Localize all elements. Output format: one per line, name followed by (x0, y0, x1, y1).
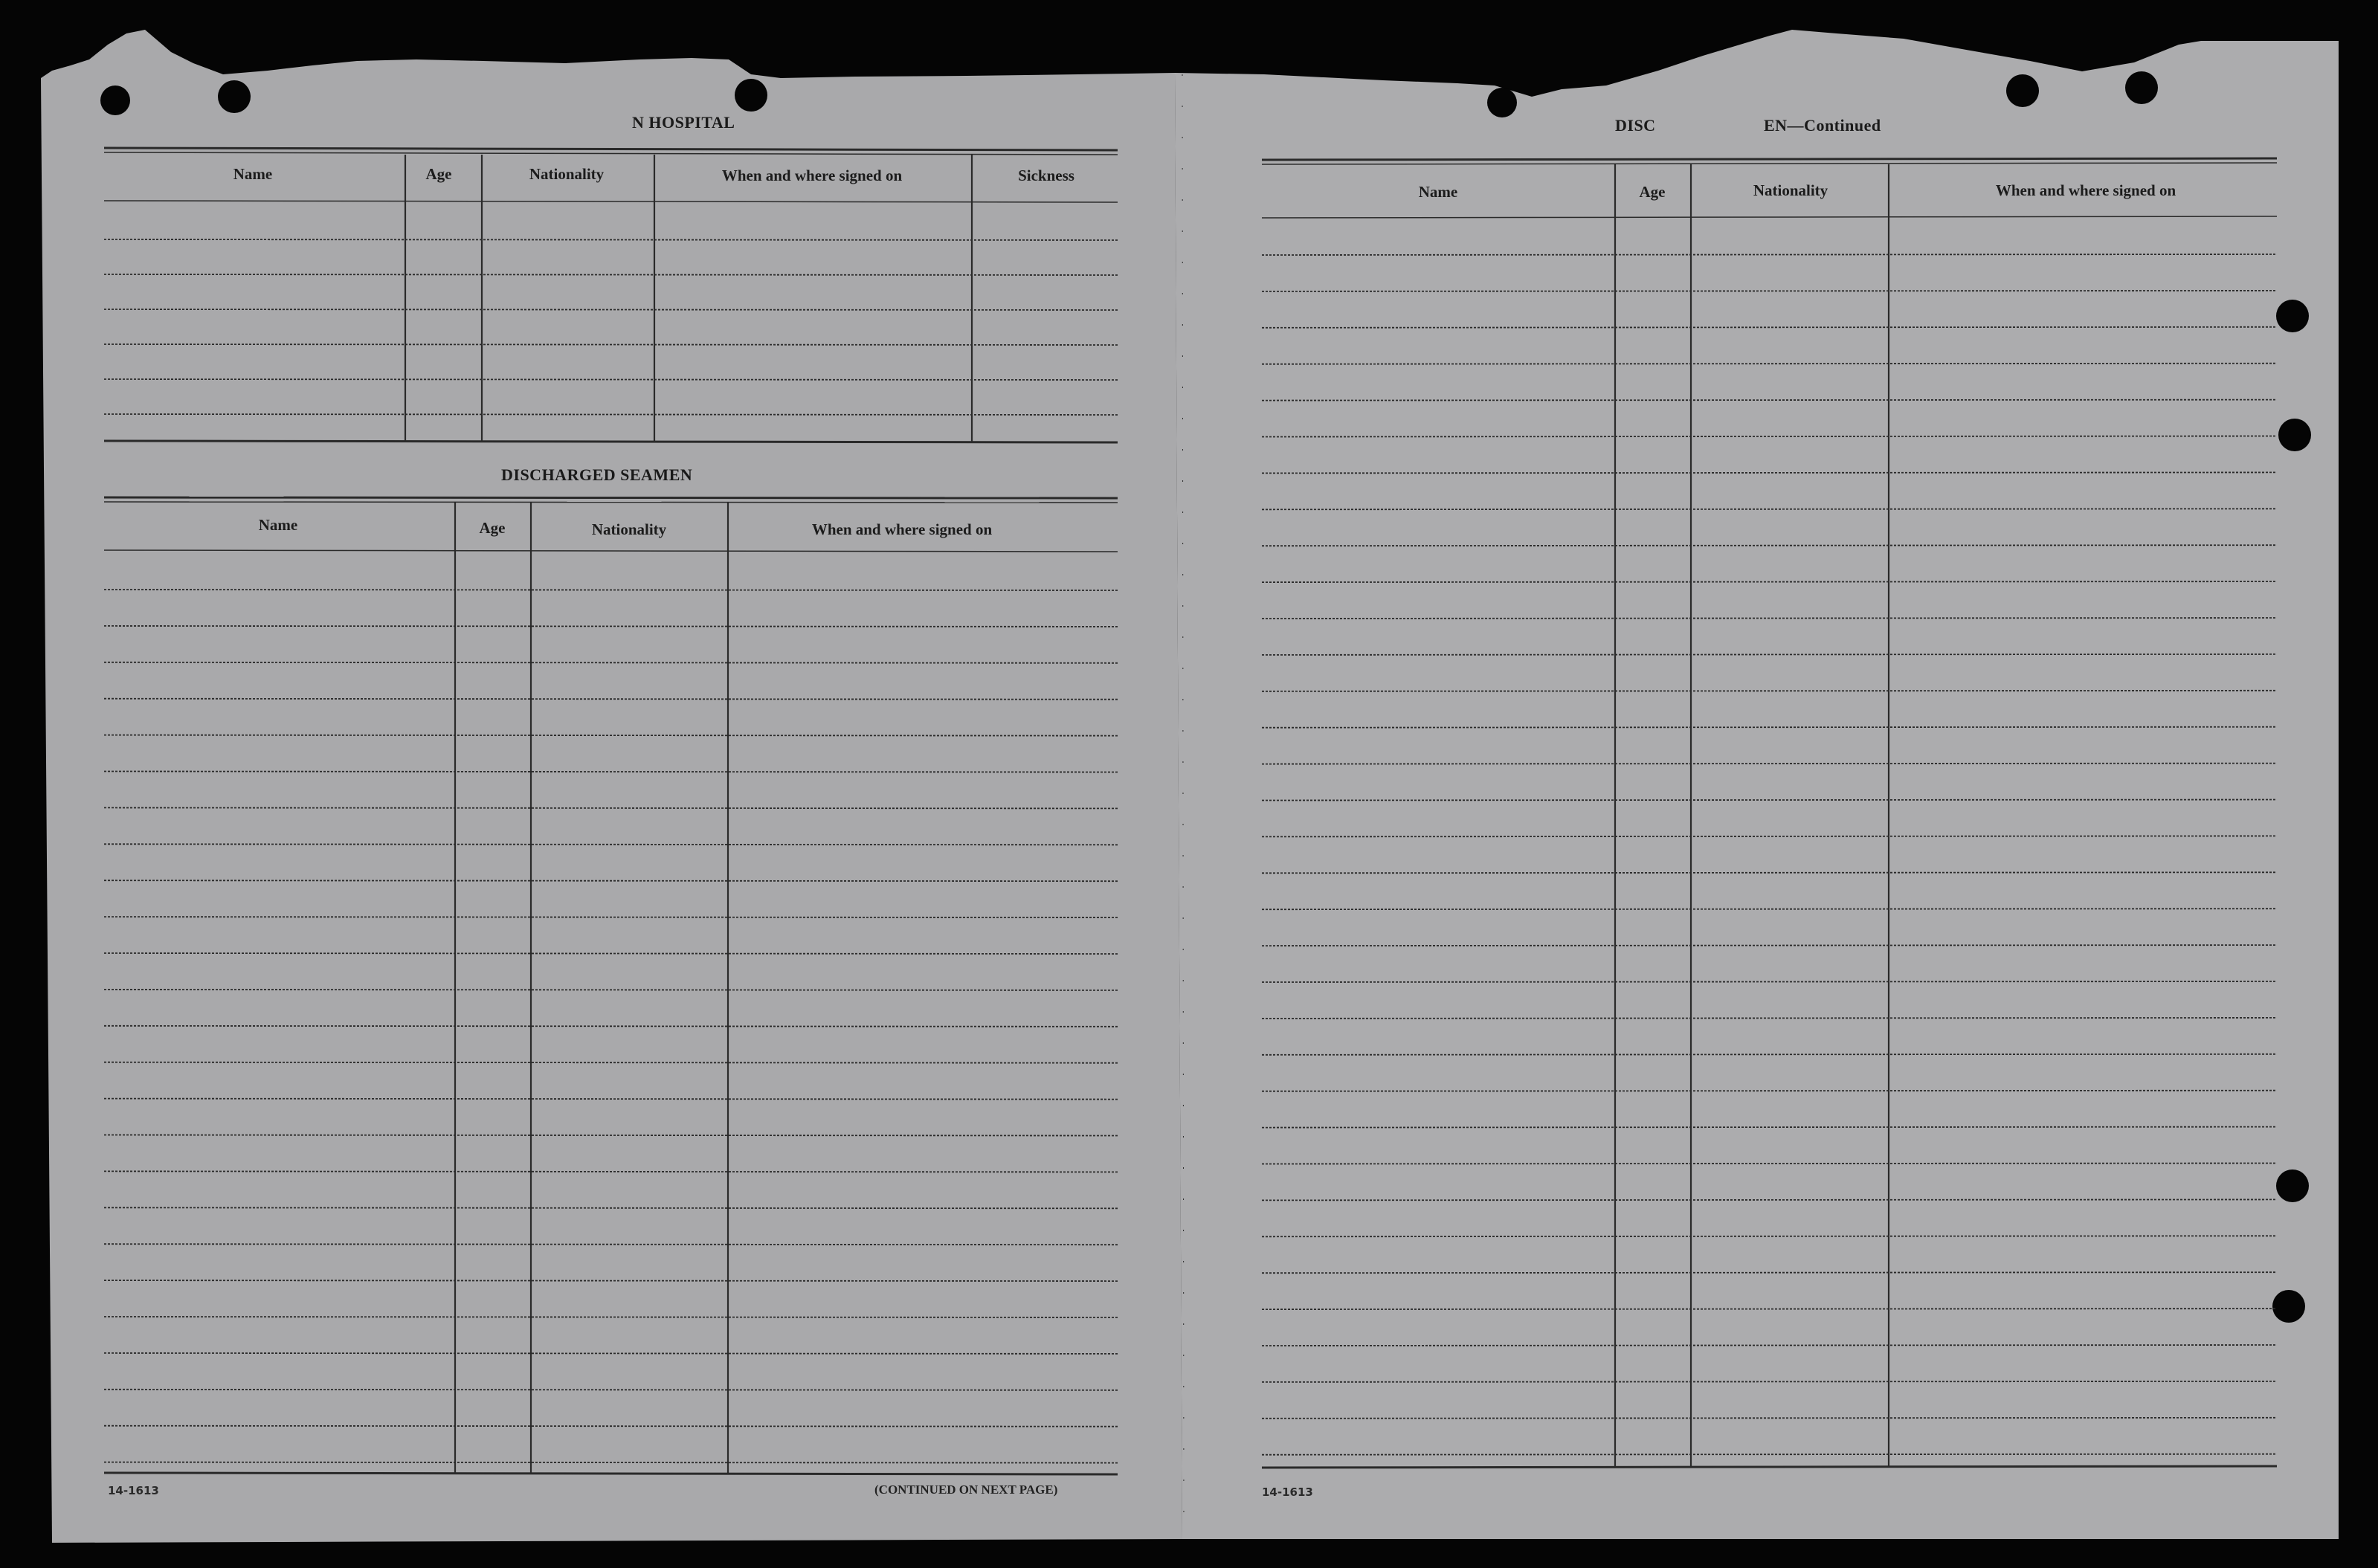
hospital-col-when-where: When and where signed on (721, 167, 903, 184)
hospital-col-sickness: Sickness (1018, 167, 1074, 184)
right-col-nationality: Nationality (1753, 181, 1828, 199)
right-col-name: Name (1418, 183, 1458, 201)
hospital-section-title: N HOSPITAL (632, 113, 735, 132)
right-col-age: Age (1639, 183, 1666, 201)
hospital-col-nationality: Nationality (529, 165, 605, 183)
hospital-col-age: Age (425, 165, 452, 183)
hospital-bottom-rule (104, 441, 1118, 442)
discharged-bottom-rule (104, 1473, 1118, 1474)
punch-hole (2276, 300, 2309, 332)
right-form-number: 14-1613 (1262, 1485, 1313, 1499)
right-page (1175, 30, 2339, 1539)
right-col-when-where: When and where signed on (1995, 181, 2176, 199)
continued-note: (CONTINUED ON NEXT PAGE) (874, 1482, 1058, 1497)
punch-hole (2006, 74, 2039, 107)
left-form-number: 14-1613 (108, 1484, 159, 1497)
discharged-section-title: DISCHARGED SEAMEN (501, 465, 693, 484)
right-top-rule (1262, 158, 2277, 160)
punch-hole (735, 79, 767, 112)
discharged-col-nationality: Nationality (591, 520, 667, 538)
discharged-col-name: Name (258, 516, 298, 534)
punch-hole (2125, 71, 2158, 104)
left-page (41, 30, 1182, 1543)
discharged-col-age: Age (479, 519, 506, 537)
punch-hole (2278, 419, 2311, 451)
discharged-top-rule (104, 502, 1118, 503)
discharged-col-when-where: When and where signed on (811, 520, 993, 538)
punch-hole (218, 80, 251, 113)
punch-hole (1487, 88, 1517, 117)
right-title-fragment-right: EN—Continued (1764, 116, 1881, 135)
punch-hole (2276, 1169, 2309, 1202)
punch-hole (2272, 1290, 2305, 1323)
discharged-top-rule (104, 497, 1118, 498)
hospital-col-name: Name (233, 165, 273, 183)
punch-hole (100, 86, 130, 115)
right-bottom-rule (1262, 1466, 2277, 1468)
right-title-fragment-left: DISC (1615, 116, 1656, 135)
